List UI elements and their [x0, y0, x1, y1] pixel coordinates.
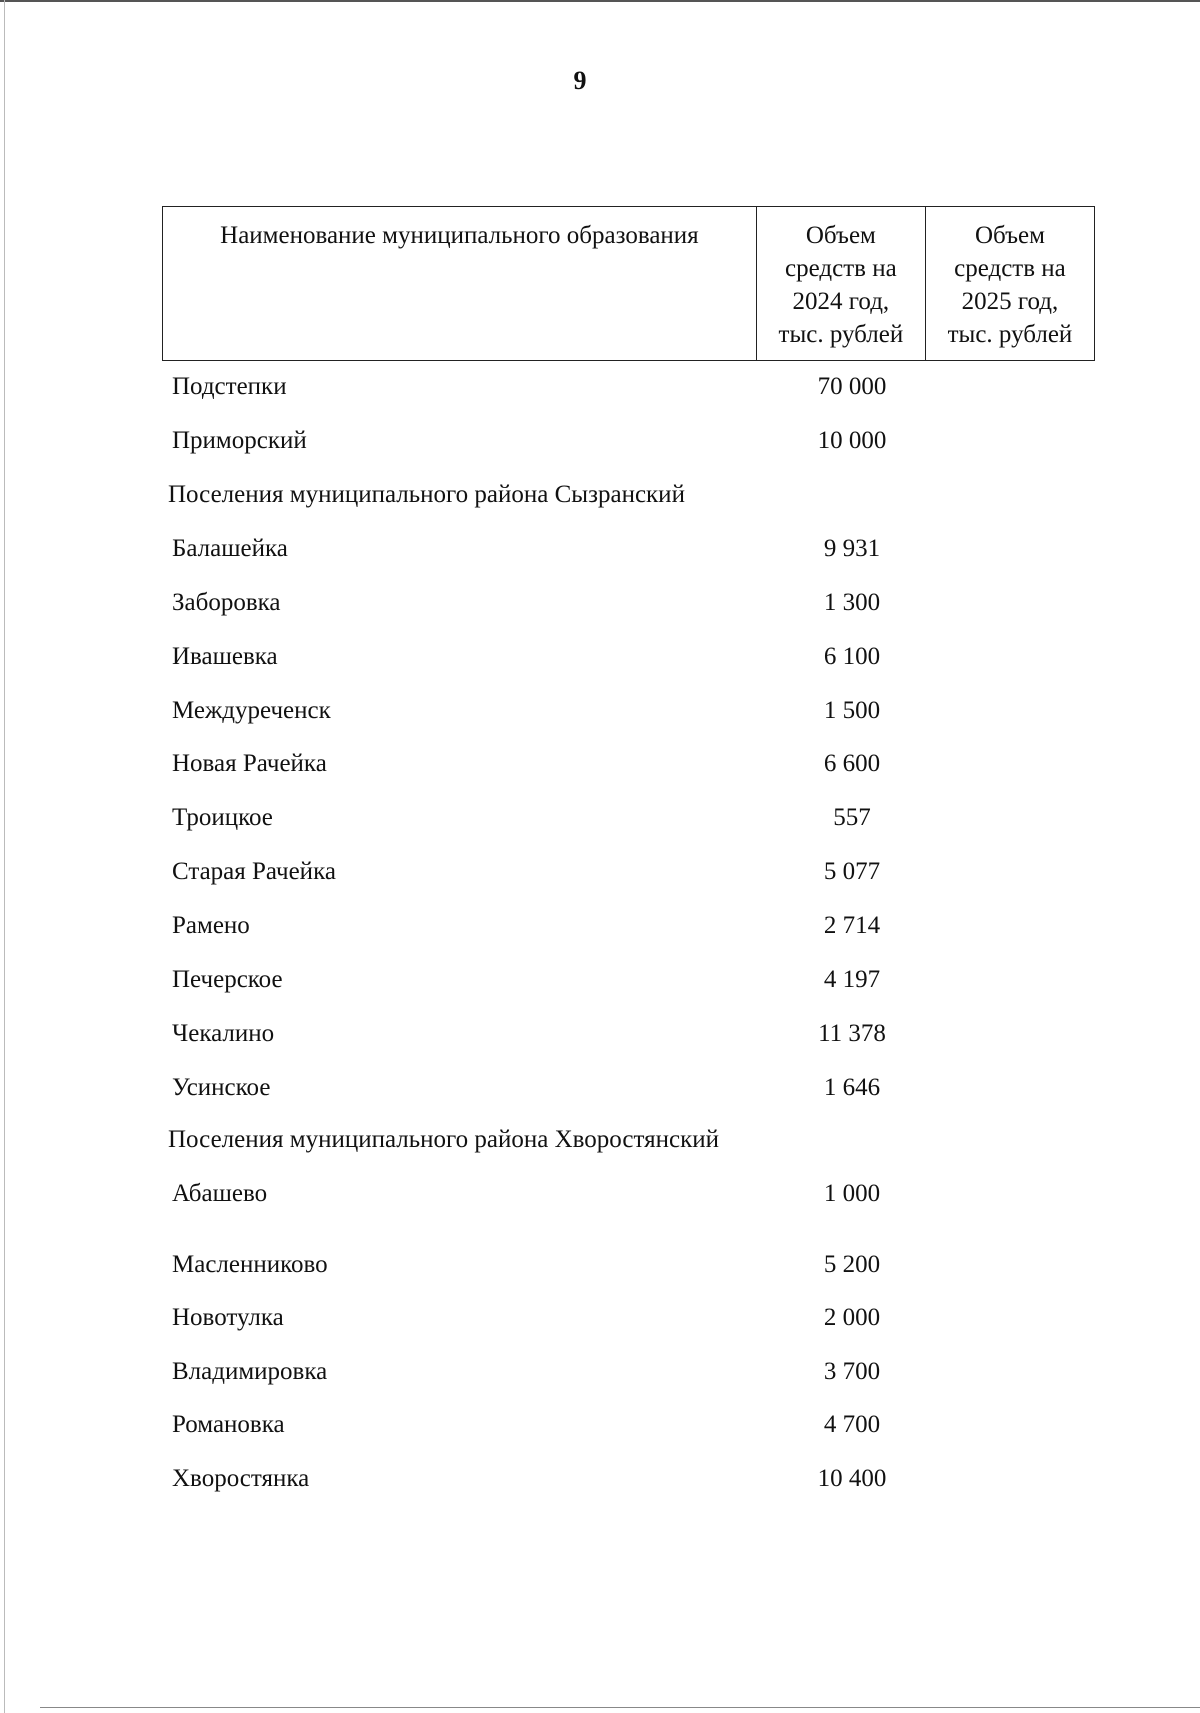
value-2024: 2 000	[823, 1304, 881, 1331]
table-row	[0, 643, 1200, 677]
group-row	[0, 481, 1200, 515]
municipality-name: Масленниково	[172, 1251, 328, 1278]
group-row	[0, 1126, 1200, 1160]
municipality-name: Заборовка	[172, 589, 281, 616]
table-row	[0, 1411, 1200, 1445]
municipality-name: Междуреченск	[172, 697, 331, 724]
table-row	[0, 1465, 1200, 1499]
value-2024: 70 000	[817, 373, 887, 400]
value-2024: 6 100	[823, 643, 881, 670]
municipality-name: Ивашевка	[172, 643, 278, 670]
value-2024: 10 400	[817, 1465, 887, 1492]
value-2024: 557	[833, 804, 871, 831]
value-2024: 11 378	[818, 1020, 886, 1047]
value-2024: 5 077	[823, 858, 881, 885]
table-row	[0, 858, 1200, 892]
header-2024-line: Объем	[805, 222, 876, 249]
municipality-name: Старая Рачейка	[172, 858, 336, 885]
municipality-name: Приморский	[172, 427, 307, 454]
table-row	[0, 1358, 1200, 1392]
table-row	[0, 1074, 1200, 1108]
municipality-name: Подстепки	[172, 373, 287, 400]
municipality-name: Усинское	[172, 1074, 271, 1101]
table-row	[0, 589, 1200, 623]
value-2024: 4 197	[823, 966, 881, 993]
header-2025-line: средств на	[954, 255, 1066, 282]
municipality-name: Рамено	[172, 912, 250, 939]
group-name: Поселения муниципального района Хворостянский	[168, 1126, 720, 1153]
municipality-name: Новая Рачейка	[172, 750, 327, 777]
group-name: Поселения муниципального района Сызранский	[168, 481, 685, 508]
table-row	[0, 427, 1200, 461]
municipality-name: Печерское	[172, 966, 283, 993]
value-2024: 4 700	[823, 1411, 881, 1438]
table-row	[0, 966, 1200, 1000]
value-2024: 6 600	[823, 750, 881, 777]
municipality-name: Новотулка	[172, 1304, 284, 1331]
value-2024: 2 714	[823, 912, 881, 939]
table-row	[0, 1180, 1200, 1214]
table-row	[0, 1251, 1200, 1285]
header-2024-line: 2024 год,	[792, 288, 890, 315]
value-2024: 1 000	[823, 1180, 881, 1207]
header-2025-line: 2025 год,	[961, 288, 1059, 315]
header-2024-line: тыс. рублей	[778, 321, 904, 348]
municipality-name: Троицкое	[172, 804, 273, 831]
value-2024: 5 200	[823, 1251, 881, 1278]
table-row	[0, 750, 1200, 784]
table-row	[0, 535, 1200, 569]
page-number-text: 9	[573, 66, 587, 95]
value-2024: 1 500	[823, 697, 881, 724]
municipality-name: Абашево	[172, 1180, 268, 1207]
table-row	[0, 1304, 1200, 1338]
table-row	[0, 804, 1200, 838]
value-2024: 10 000	[817, 427, 887, 454]
header-2025-line: Объем	[974, 222, 1045, 249]
table-row	[0, 912, 1200, 946]
municipality-name: Балашейка	[172, 535, 288, 562]
value-2024: 9 931	[823, 535, 881, 562]
value-2024: 3 700	[823, 1358, 881, 1385]
table-row	[0, 697, 1200, 731]
municipality-name: Чекалино	[172, 1020, 275, 1047]
municipality-name: Романовка	[172, 1411, 285, 1438]
header-name-label: Наименование муниципального образования	[220, 222, 699, 249]
value-2024: 1 646	[823, 1074, 881, 1101]
table-row	[0, 373, 1200, 407]
header-2025-line: тыс. рублей	[947, 321, 1073, 348]
header-2024-line: средств на	[785, 255, 897, 282]
municipality-name: Хворостянка	[172, 1465, 310, 1492]
municipality-name: Владимировка	[172, 1358, 328, 1385]
table-row	[0, 1020, 1200, 1054]
value-2024: 1 300	[823, 589, 881, 616]
